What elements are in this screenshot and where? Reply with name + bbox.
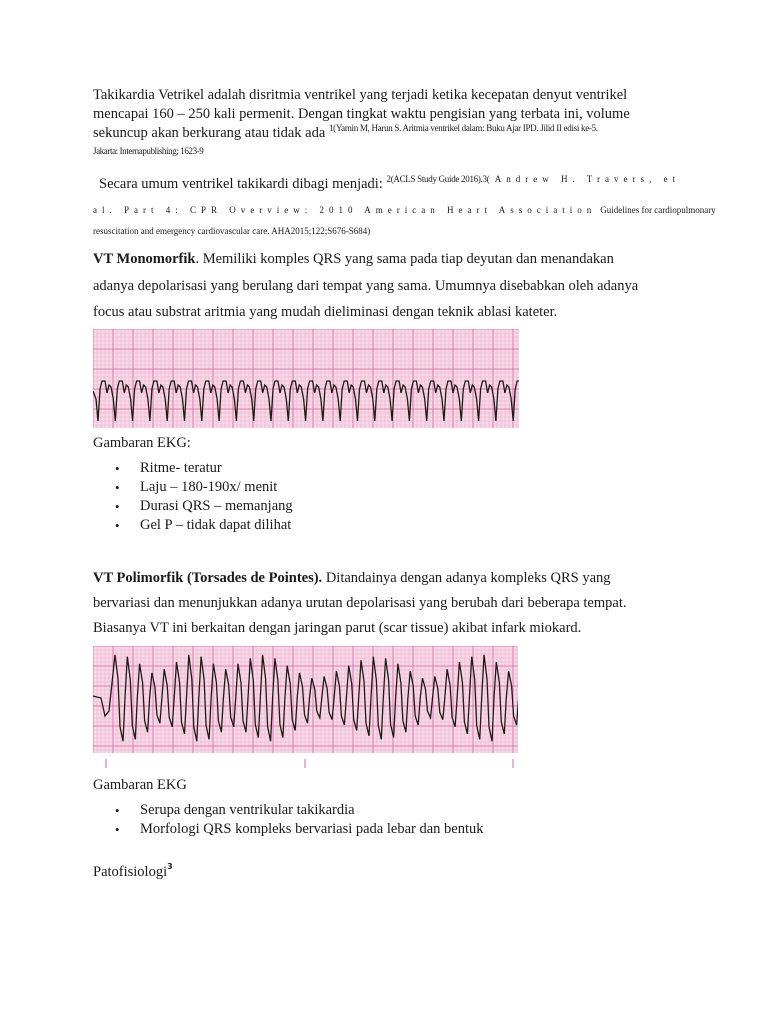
vt-poly-line-2: bervariasi dan menunjukkan adanya urutan depolarisasi yang berubah dari beberapa tempat. [93,595,627,611]
ekg-strip-monomorphic-icon [93,329,519,428]
vt-poly-ekg-label: Gambaran EKG [93,777,187,793]
intro-ref-a: 1(Yamin M, Harun S. Aritmia ventrikel dalam: Buku Ajar IPD. Jilid II edisi ke-5. [328,123,598,133]
vt-mono-line-1 [93,251,614,268]
classification-line [99,176,680,193]
classification-ref-a: 2(ACLS Study Guide 2016).3 [386,174,487,184]
list-item: • Laju – 180-190x/ menit [140,478,293,497]
vt-mono-bullet-list [140,459,293,535]
list-item: • Ritme- teratur [140,459,293,478]
list-item: • Durasi QRS – memanjang [140,497,293,516]
vt-poly-title: VT Polimorfik (Torsades de Pointes). [93,570,323,586]
classification-ref-b: (Andrew H. Travers, et [486,174,680,184]
vt-mono-line-2: adanya depolarisasi yang berulang dari tempat yang sama. Umumnya disebabkan oleh adanya [93,278,639,294]
patofisiologi-heading: Patofisiologi [93,864,168,880]
intro-ref-b: Jakarta: Internapublishing; 1623-9 [93,146,204,156]
classification-ref-e: resuscitation and emergency cardiovascular care. AHA2015;122;S676-S684) [93,226,371,236]
classification-ref-d: Guidelines for cardiopulmonary [600,205,716,215]
list-item: • Morfologi QRS kompleks bervariasi pada lebar dan bentuk [140,820,484,839]
intro-line-2: mencapai 160 – 250 kali permenit. Dengan tingkat waktu pengisian yang terbata ini, volume [93,106,630,122]
patofisiologi-sup: 3 [167,862,173,871]
intro-line-3: sekuncup akan berkurang atau tidak ada [93,125,326,141]
vt-mono-ekg-label: Gambaran EKG: [93,435,191,451]
vt-mono-text-1: . Memiliki komples QRS yang sama pada tiap deyutan dan menandakan [195,251,614,267]
intro-line-3-wrap [93,125,598,142]
list-item: • Serupa dengan ventrikular takikardia [140,801,484,820]
vt-mono-title: VT Monomorfik [93,251,196,267]
vt-poly-bullet-list [140,801,484,839]
patofisiologi-heading-wrap [93,864,172,881]
list-item: • Gel P – tidak dapat dilihat [140,516,293,535]
classification-ref-line-2 [93,200,716,218]
vt-mono-line-3: focus atau substrat aritmia yang mudah dieliminasi dengan teknik ablasi kateter. [93,304,558,320]
vt-poly-text-1: Ditandainya dengan adanya kompleks QRS yang [322,570,611,586]
vt-poly-line-1 [93,570,611,587]
intro-line-1: Takikardia Vetrikel adalah disritmia ventrikel yang terjadi ketika kecepatan denyut ventrikel [93,87,628,103]
vt-poly-line-3: Biasanya VT ini berkaitan dengan jaringan parut (scar tissue) akibat infark miokard. [93,620,582,636]
classification-ref-c: al. Part 4: CPR Overview: 2010 American Heart Association [93,205,597,215]
ekg-strip-polymorphic-icon [93,646,518,770]
classification-text: Secara umum ventrikel takikardi dibagi menjadi: [99,176,383,192]
